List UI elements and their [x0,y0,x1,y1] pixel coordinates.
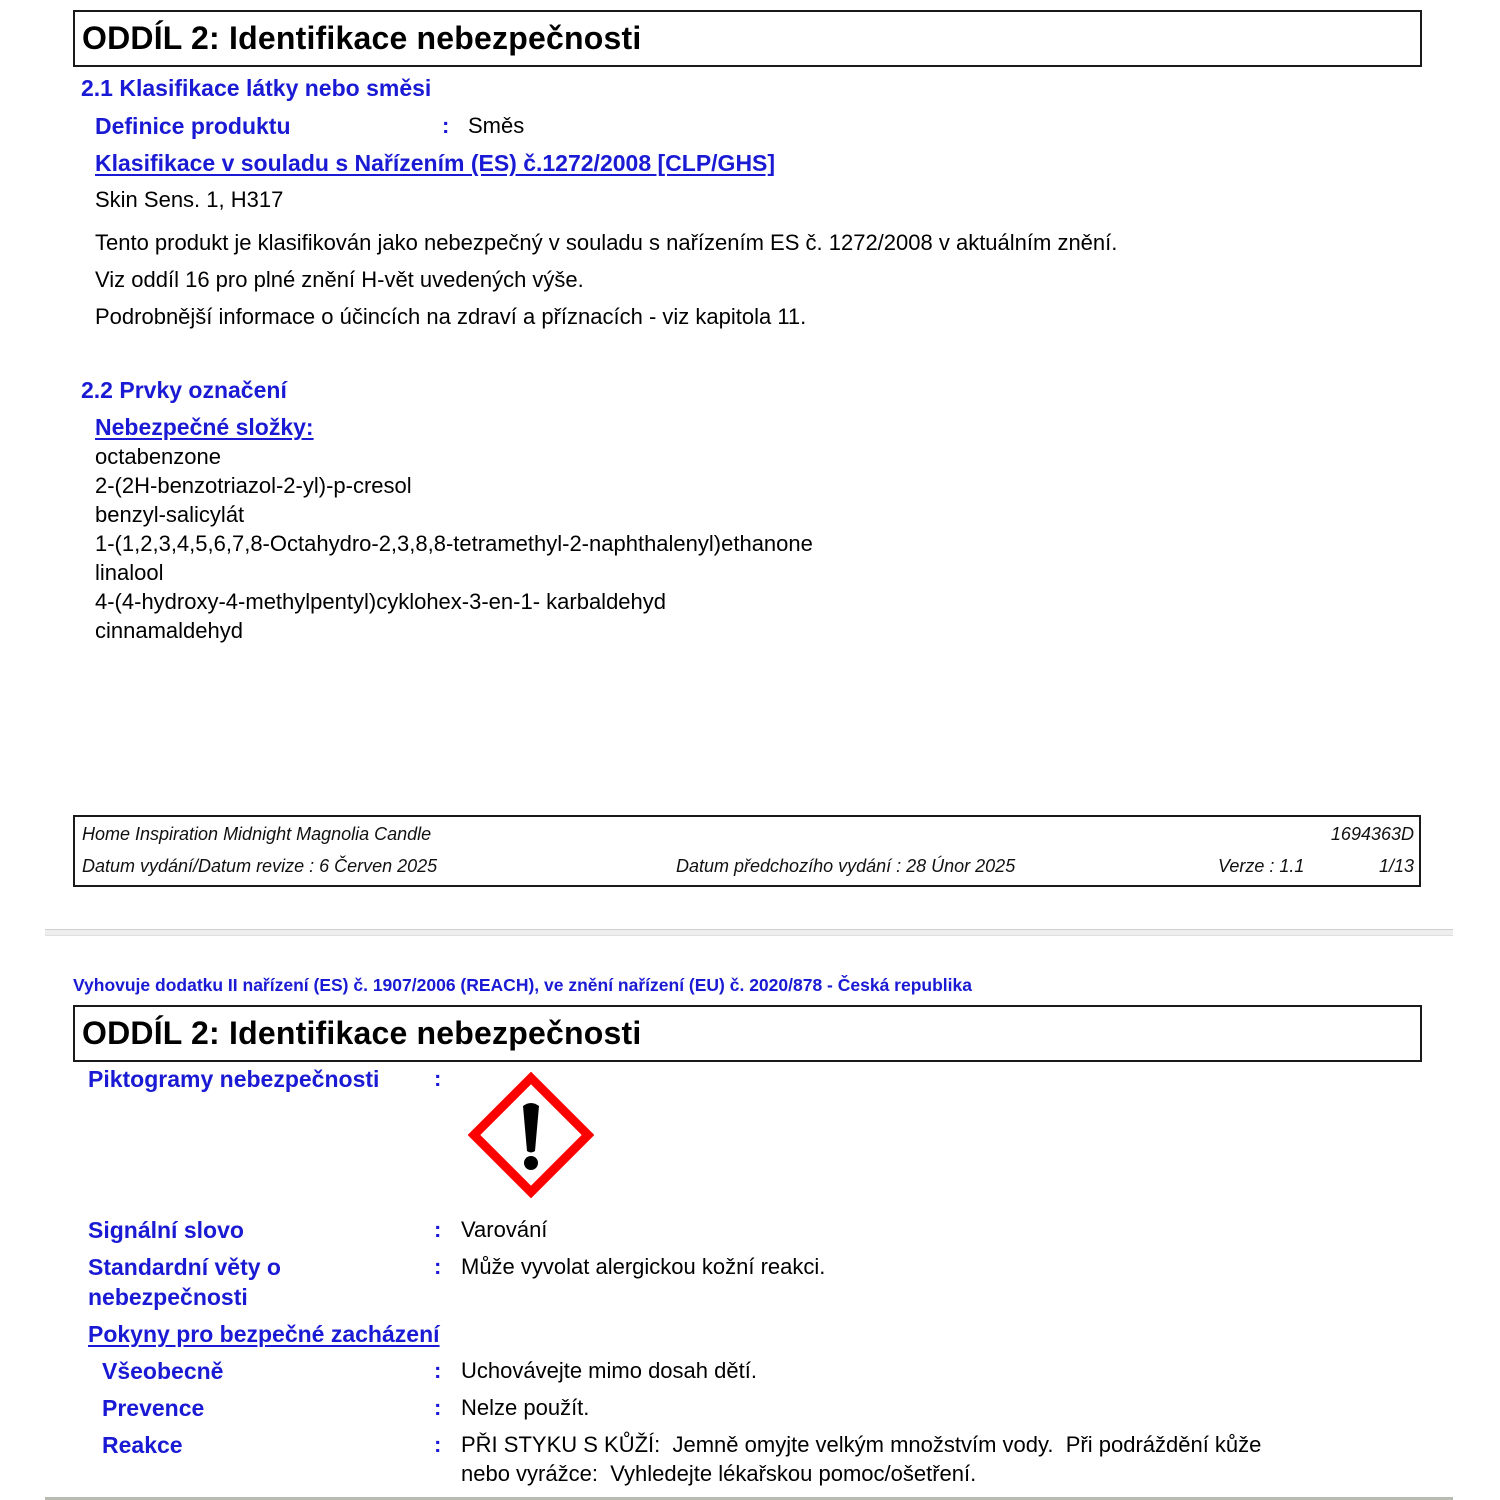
colon-separator: : [434,1395,442,1420]
colon-separator: : [434,1217,442,1242]
list-item: linalool [95,560,164,585]
page-footer [73,815,1421,887]
colon-separator: : [434,1358,442,1383]
ghs07-exclamation-mark-icon [468,1072,594,1198]
subsection-2-1-heading: 2.1 Klasifikace látky nebo směsi [81,75,432,101]
list-item: 2-(2H-benzotriazol-2-yl)-p-cresol [95,473,412,498]
footer-page-number: 1/13 [1378,856,1414,876]
classification-paragraph: Tento produkt je klasifikován jako nebezpečný v souladu s nařízením ES č. 1272/2008 v aktuálním znění. [95,230,1118,255]
precautionary-statements-link[interactable]: Pokyny pro bezpečné zacházení [88,1321,440,1347]
precaution-response-label: Reakce [102,1432,183,1458]
precaution-prevention-label: Prevence [102,1395,205,1421]
list-item: octabenzone [95,444,221,469]
hazard-statements-label-cont: nebezpečnosti [88,1284,248,1310]
footer-previous-issue-date: Datum předchozího vydání : 28 Únor 2025 [676,856,1016,876]
signal-word-label: Signální slovo [88,1217,244,1243]
colon-separator: : [434,1066,442,1091]
product-definition-label: Definice produktu [95,113,291,139]
footer-version: Verze : 1.1 [1218,856,1305,876]
section-title: ODDÍL 2: Identifikace nebezpečnosti [82,20,642,56]
footer-product-name: Home Inspiration Midnight Magnolia Candle [82,824,432,844]
list-item: cinnamaldehyd [95,618,243,643]
classification-paragraph: Podrobnější informace o účincích na zdraví a příznacích - viz kapitola 11. [95,304,807,329]
list-item: 4-(4-hydroxy-4-methylpentyl)cyklohex-3-en-1- karbaldehyd [95,589,667,614]
footer-product-code: 1694363D [1330,824,1414,844]
section-2-header-box [73,10,1422,67]
precaution-general-value: Uchovávejte mimo dosah dětí. [461,1358,757,1383]
hazardous-components-label[interactable]: Nebezpečné složky: [95,414,314,440]
colon-separator: : [442,113,450,138]
list-item: benzyl-salicylát [95,502,245,527]
list-item: 1-(1,2,3,4,5,6,7,8-Octahydro-2,3,8,8-tetramethyl-2-naphthalenyl)ethanone [95,531,813,556]
section-title: ODDÍL 2: Identifikace nebezpečnosti [82,1015,642,1051]
compliance-header: Vyhovuje dodatku II nařízení (ES) č. 1907/2006 (REACH), ve znění nařízení (EU) č. 2020/878 - Česká republika [73,975,972,995]
classification-regulation-link[interactable]: Klasifikace v souladu s Nařízením (ES) č.1272/2008 [CLP/GHS] [95,150,776,176]
footer-issue-date: Datum vydání/Datum revize : 6 Červen 2025 [82,856,438,876]
subsection-2-2-heading: 2.2 Prvky označení [81,377,287,403]
precaution-response-value-cont: nebo vyrážce: Vyhledejte lékařskou pomoc/ošetření. [461,1461,977,1486]
colon-separator: : [434,1432,442,1457]
page-separator [45,929,1453,936]
hazard-statements-value: Může vyvolat alergickou kožní reakci. [461,1254,826,1279]
precaution-general-label: Všeobecně [102,1358,224,1384]
precaution-prevention-value: Nelze použít. [461,1395,590,1420]
classification-paragraph: Viz oddíl 16 pro plné znění H-vět uvedených výše. [95,267,584,292]
signal-word-value: Varování [461,1217,548,1242]
hazard-statements-label: Standardní věty o [88,1254,281,1280]
exclamation-dot [524,1156,538,1170]
pictograms-label: Piktogramy nebezpečnosti [88,1066,380,1092]
precaution-response-value: PŘI STYKU S KŮŽÍ: Jemně omyjte velkým množstvím vody. Při podráždění kůže [461,1432,1262,1457]
section-2-header-box [73,1005,1422,1062]
colon-separator: : [434,1254,442,1279]
product-definition-value: Směs [468,113,525,138]
classification-value: Skin Sens. 1, H317 [95,187,284,212]
